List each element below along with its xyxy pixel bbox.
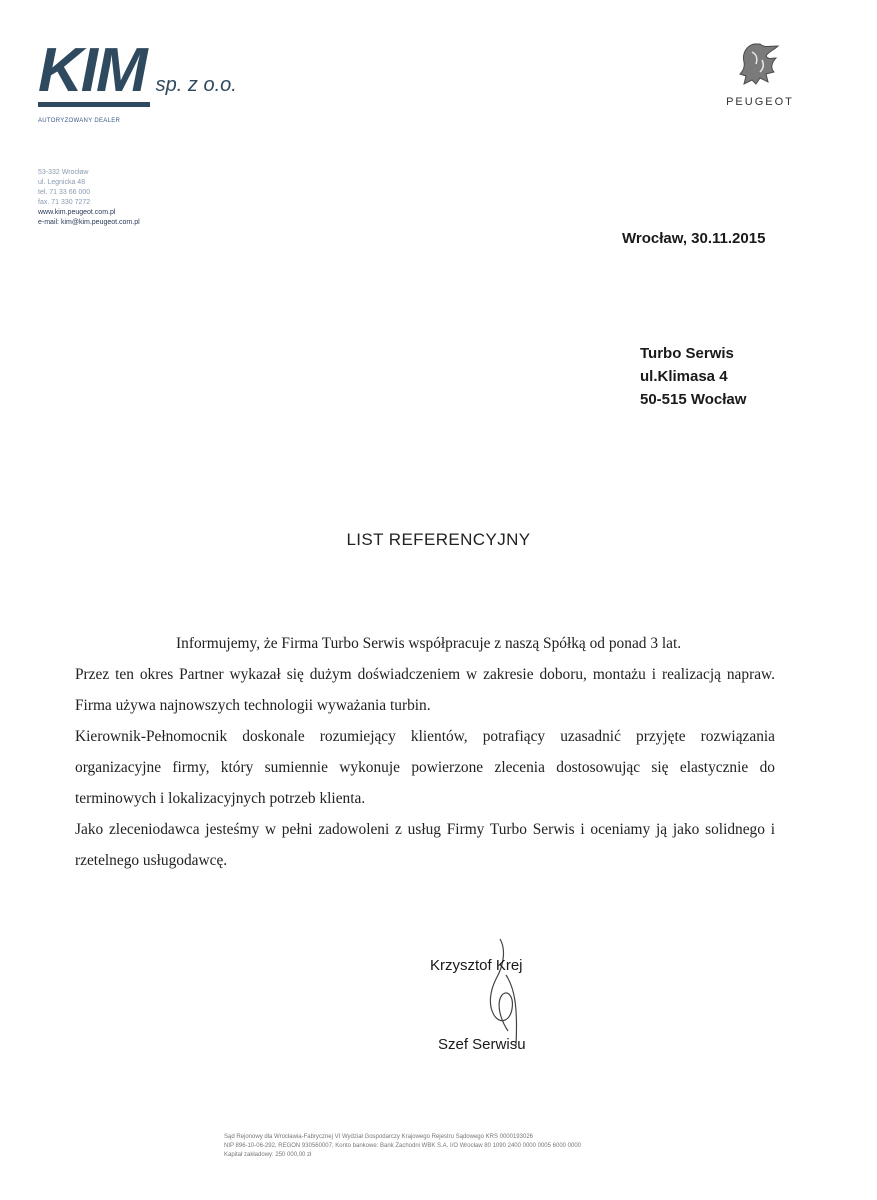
contact-line: ul. Legnicka 48 (38, 179, 86, 186)
letter-title: LIST REFERENCYJNY (346, 530, 531, 549)
body-paragraph: Informujemy, że Firma Turbo Serwis współpracuje z naszą Spółką od ponad 3 lat. (176, 635, 682, 652)
letter-date: Wrocław, 30.11.2015 (622, 230, 766, 247)
recipient-line: ul.Klimasa 4 (640, 368, 728, 385)
contact-line: tel. 71 33 66 000 (38, 189, 91, 196)
footer-line: Kapitał zakładowy: 250 000,00 zł (224, 1152, 312, 1158)
footer-line: NIP 896-10-06-292, REGON 930560007, Konto bankowe: Bank Zachodni WBK S.A. I/O Wrocław 80 1090 2400 0000 0005 6000 0000 (224, 1143, 582, 1149)
footer-line: Sąd Rejonowy dla Wrocławia-Fabrycznej VI Wydział Gospodarczy Krajowego Rejestru Sądowego KRS 0000193026 (224, 1134, 533, 1140)
recipient-line: 50-515 Wocław (640, 391, 747, 408)
body-paragraph: Jako zleceniodawca jesteśmy w pełni zadowoleni z usług Firmy Turbo Serwis i oceniamy ją jako solidnego i rzetelnego usługodawcę. (75, 821, 775, 869)
recipient-line: Turbo Serwis (640, 345, 734, 362)
body-paragraph: Przez ten okres Partner wykazał się dużym doświadczeniem w zakresie doboru, montażu i realizacją napraw. Firma używa najnowszych technologii wyważania turbin. (75, 666, 775, 714)
signer-role: Szef Serwisu (438, 1036, 526, 1053)
lion-icon (734, 40, 786, 88)
logo-suffix: sp. z o.o. (155, 74, 237, 96)
brand-word: PEUGEOT (726, 96, 794, 108)
peugeot-emblem (705, 40, 815, 108)
logo-mark: KIM (38, 40, 150, 107)
contact-line: 53-332 Wrocław (38, 169, 89, 176)
contact-line: fax. 71 330 7272 (38, 199, 91, 206)
signer-name: Krzysztof Krej (430, 957, 523, 974)
contact-block (38, 168, 140, 228)
letter-body (75, 628, 775, 876)
dealer-line: AUTORYZOWANY DEALER (38, 118, 121, 124)
recipient-address (640, 342, 746, 411)
footer-registration (224, 1133, 744, 1160)
company-logo (38, 36, 237, 107)
contact-email: e-mail: kim@kim.peugeot.com.pl (38, 219, 140, 226)
body-paragraph: Kierownik-Pełnomocnik doskonale rozumiejący klientów, potrafiący uzasadnić przyjęte rozwiązania organizacyjne firmy, który sumiennie wykonuje powierzone zlecenia dostosowując się elastycznie do terminowych i lokalizacyjnych potrzeb klienta. (75, 728, 775, 807)
contact-website: www.kim.peugeot.com.pl (38, 209, 116, 216)
